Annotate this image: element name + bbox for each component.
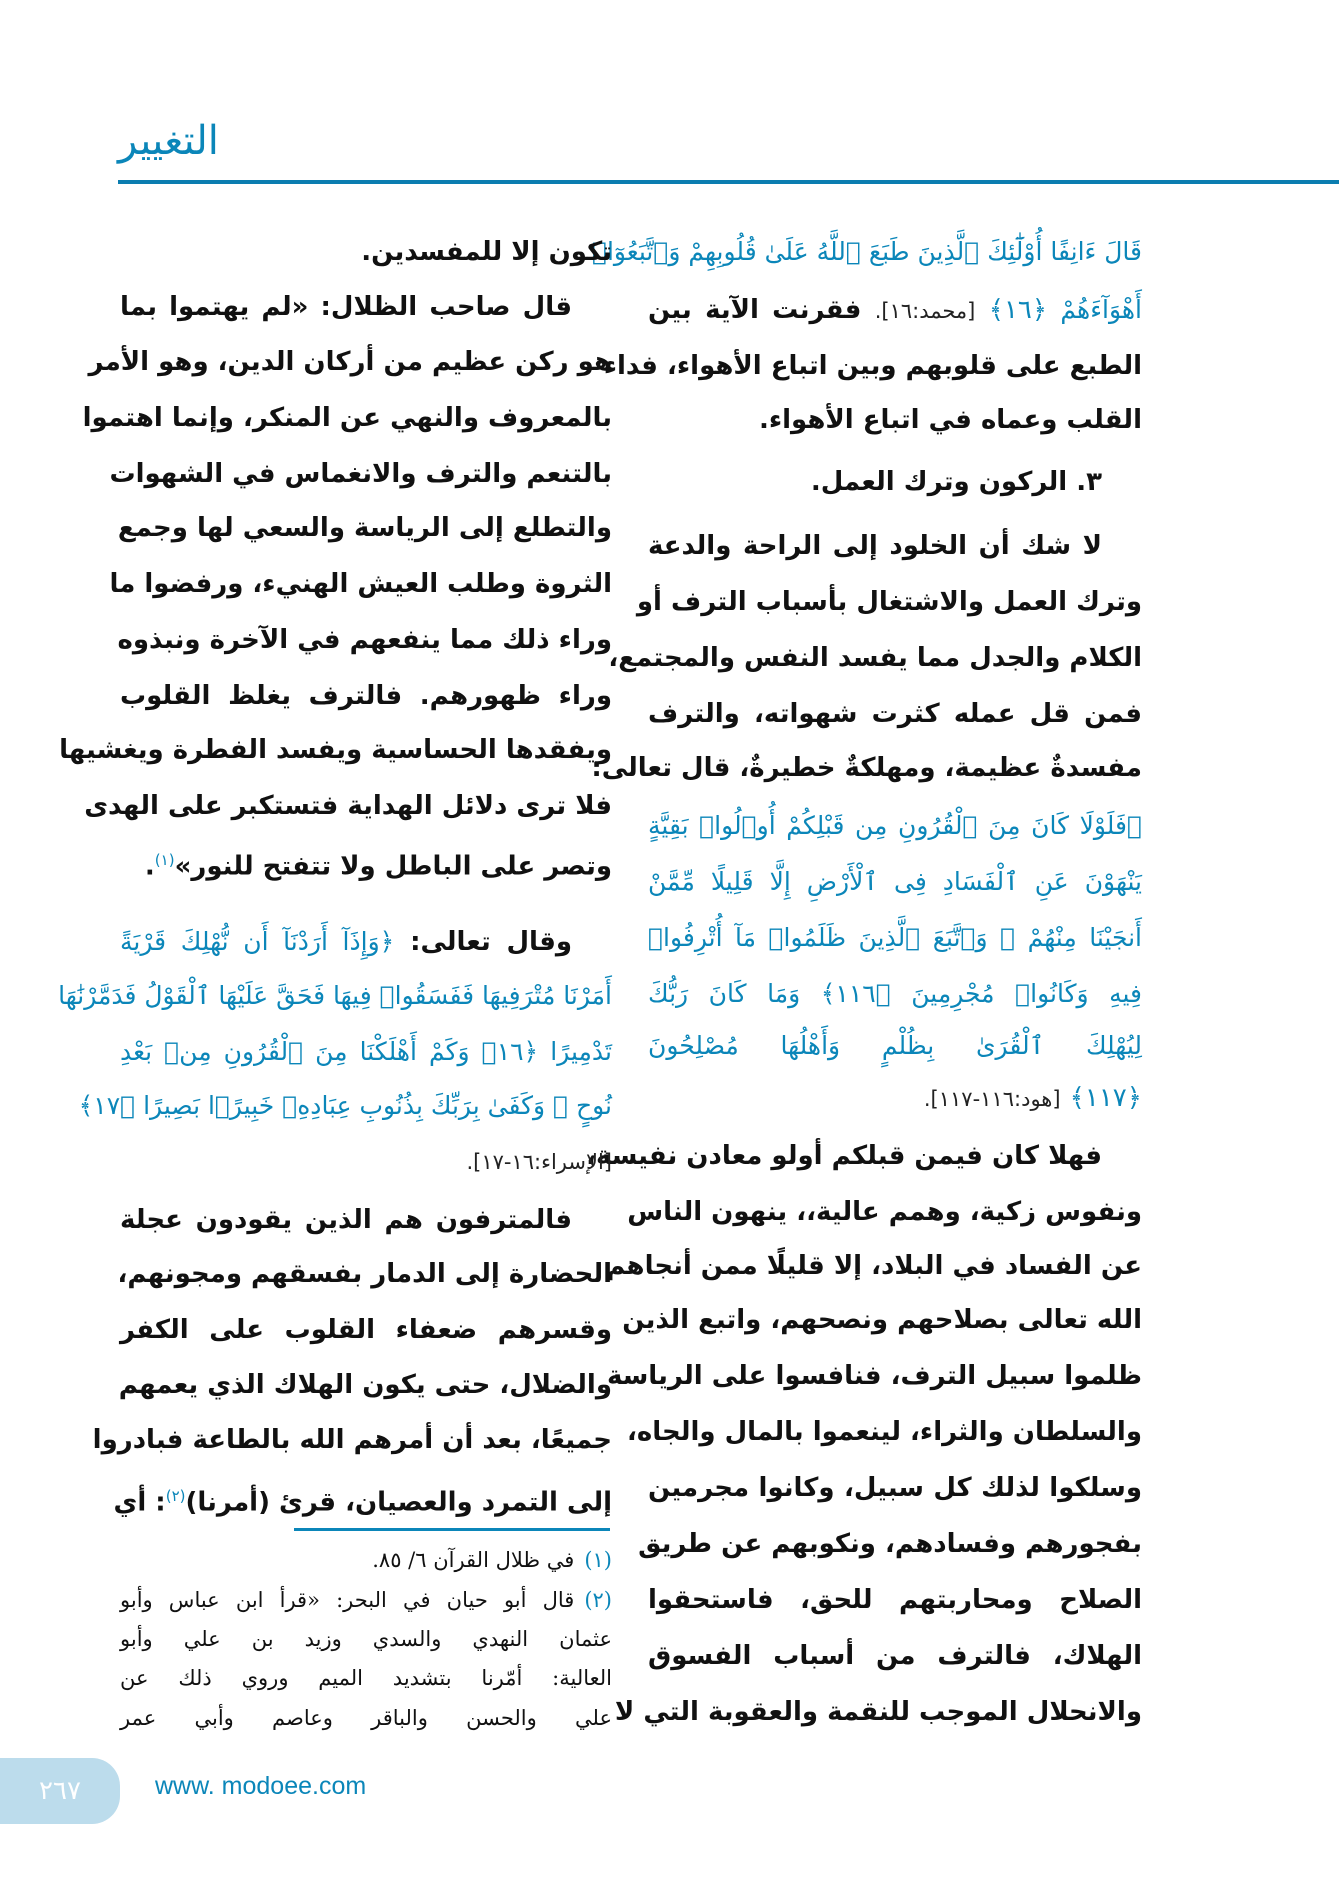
text-line: بفجورهم وفسادهم، ونكوبهم عن طريق [638, 1529, 1142, 1559]
text-line: لا شك أن الخلود إلى الراحة والدعة [648, 531, 1102, 561]
header-divider [118, 180, 1339, 184]
text-line: القلب وعماه في اتباع الأهواء. [758, 405, 1142, 435]
text: فقرنت الآية بين [648, 295, 862, 325]
text-line: الثروة وطلب العيش الهنيء، ورفضوا ما [109, 569, 612, 599]
text-line [120, 914, 612, 970]
ayah-marker: ﴿١٦﴾ [481, 1037, 539, 1066]
footnote [120, 1540, 612, 1580]
quran-verse-line: أَمَرْنَا مُتْرَفِيهَا فَفَسَقُوا۟ فِيهَا فَحَقَّ عَلَيْهَا ٱلْقَوْلُ فَدَمَّرْنَٰهَا [58, 981, 612, 1010]
quran-verse-line: لِيُهْلِكَ ٱلْقُرَىٰ بِظُلْمٍ وَأَهْلُهَا مُصْلِحُونَ [648, 1031, 1142, 1060]
text-line: والانحلال الموجب للنقمة والعقوبة التي لا [614, 1697, 1142, 1727]
footnote-text: في ظلال القرآن ٦/ ٨٥. [372, 1548, 575, 1572]
text-line: بالمعروف والنهي عن المنكر، وإنما اهتموا [82, 403, 612, 433]
text-line: وقسرهم ضعفاء القلوب على الكفر [120, 1315, 612, 1345]
chapter-title: التغيير [118, 118, 219, 164]
text: إلى التمرد والعصيان، قرئ (أمرنا) [185, 1487, 612, 1518]
footnote-number: (١) [584, 1548, 612, 1572]
ayah-marker: ﴿١٦﴾ [988, 295, 1048, 325]
page-number: ٢٦٧ [0, 1758, 120, 1824]
text-line: الكلام والجدل مما يفسد النفس والمجتمع، [608, 643, 1142, 673]
text-line: فهلا كان فيمن قبلكم أولو معادن نفيسة، [586, 1141, 1102, 1171]
text-line: قال صاحب الظلال: «لم يهتموا بما [120, 292, 572, 322]
text-line: وراء ذلك مما ينفعهم في الآخرة ونبذوه [117, 625, 612, 655]
text-line: الطبع على قلوبهم وبين اتباع الأهواء، فداء [603, 351, 1142, 381]
quran-verse-line [648, 966, 1142, 1022]
quran-verse: فِيهِ وَكَانُوا۟ مُجْرِمِينَ [911, 979, 1142, 1008]
footnote-ref[interactable]: (١) [154, 851, 175, 869]
text: وتصر على الباطل ولا تتفتح للنور» [174, 851, 612, 882]
ayah-marker: ﴿١١٦﴾ [820, 979, 891, 1008]
text-line: ونفوس زكية، وهمم عالية،، ينهون الناس [627, 1197, 1142, 1227]
text-line: ويفقدها الحساسية ويفسد الفطرة ويغشيها [59, 735, 612, 765]
citation: [هود:١١٦-١١٧]. [923, 1087, 1061, 1111]
text-line: فلا ترى دلائل الهداية فتستكبر على الهدى [84, 791, 612, 821]
text-line: جميعًا، بعد أن أمرهم الله بالطاعة فبادروا [92, 1425, 612, 1455]
text-line: فمن قل عمله كثرت شهواته، والترف [648, 699, 1142, 729]
quran-verse-line [120, 1024, 612, 1080]
text-line [113, 1468, 612, 1524]
text-line: والضلال، حتى يكون الهلاك الذي يعمهم [118, 1370, 612, 1400]
citation: [محمد:١٦]. [874, 299, 976, 323]
footnote-number: (٢) [584, 1588, 612, 1612]
text-line: والتطلع إلى الرياسة والسعي لها وجمع [117, 513, 612, 543]
text-line: مفسدةٌ عظيمة، ومهلكةٌ خطيرةٌ، قال تعالى: [591, 753, 1142, 783]
text-line: الله تعالى بصلاحهم ونصحهم، واتبع الذين [622, 1305, 1142, 1335]
text-line: بالتنعم والترف والانغماس في الشهوات [109, 459, 612, 489]
footnote-line: علي والحسن والباقر وعاصم وأبي عمر [120, 1706, 612, 1730]
quran-verse: ﴿وَإِذَآ أَرَدْنَآ أَن نُّهْلِكَ قَرْيَةً [120, 927, 395, 956]
footnote-line: العالية: أمّرنا بتشديد الميم وروي ذلك عن [120, 1666, 612, 1690]
text-line: هو ركن عظيم من أركان الدين، وهو الأمر [88, 347, 612, 377]
quran-verse: أَهْوَآءَهُمْ [1060, 295, 1142, 324]
quran-verse: تَدْمِيرًا [550, 1037, 613, 1066]
quran-verse-line: قَالَ ءَانِفًا أُوْلَٰٓئِكَ ٱلَّذِينَ طَبَعَ ٱللَّهُ عَلَىٰ قُلُوبِهِمْ وَٱتَّبَعُوٓا۟ [591, 237, 1142, 266]
section-heading: ٣. الركون وترك العمل. [810, 467, 1102, 497]
text: . [144, 851, 155, 882]
ayah-marker: ﴿١٧﴾ [78, 1091, 136, 1120]
citation: [الإسراء:١٦-١٧]. [466, 1150, 612, 1174]
text-line: الصلاح ومحاربتهم للحق، فاستحقوا [648, 1585, 1142, 1615]
text-line [648, 1070, 1142, 1126]
footnote [120, 1580, 612, 1620]
text-line: ظلموا سبيل الترف، فنافسوا على الرياسة [606, 1361, 1142, 1391]
quran-verse-line: ﴿فَلَوْلَا كَانَ مِنَ ٱلْقُرُونِ مِن قَبْلِكُمْ أُو۟لُوا۟ بَقِيَّةٍ [648, 811, 1142, 840]
text-line: وسلكوا لذلك كل سبيل، وكانوا مجرمين [648, 1473, 1142, 1503]
quran-verse: وَمَا كَانَ رَبُّكَ [648, 979, 801, 1008]
text-line [120, 832, 612, 888]
text-line: وراء ظهورهم. فالترف يغلظ القلوب [120, 681, 612, 711]
footnote-ref[interactable]: (٢) [165, 1487, 186, 1505]
footnote-text: قال أبو حيان في البحر: «قرأ ابن عباس وأبو [120, 1588, 575, 1612]
footnote-divider [294, 1528, 610, 1531]
footnote-line: عثمان النهدي والسدي وزيد بن علي وأبو [120, 1627, 612, 1651]
text-line: تكون إلا للمفسدين. [361, 237, 612, 267]
quran-verse-line: يَنْهَوْنَ عَنِ ٱلْفَسَادِ فِى ٱلْأَرْضِ إِلَّا قَلِيلًا مِّمَّنْ [648, 867, 1142, 896]
text-line: فالمترفون هم الذين يقودون عجلة [120, 1205, 572, 1235]
text-line [648, 282, 1142, 338]
quran-verse-line: أَنجَيْنَا مِنْهُمْ ۗ وَٱتَّبَعَ ٱلَّذِينَ ظَلَمُوا۟ مَآ أُتْرِفُوا۟ [648, 923, 1142, 952]
text-line: الحضارة إلى الدمار بفسقهم ومجونهم، [117, 1259, 612, 1289]
quran-verse: نُوحٍ ۗ وَكَفَىٰ بِرَبِّكَ بِذُنُوبِ عِبَادِهِۦ خَبِيرًۢا بَصِيرًا [143, 1091, 612, 1120]
text-line: وترك العمل والاشتغال بأسباب الترف أو [636, 587, 1142, 617]
text: : أي [113, 1487, 166, 1518]
quran-verse: وَكَمْ أَهْلَكْنَا مِنَ ٱلْقُرُونِ مِنۢ بَعْدِ [120, 1037, 470, 1066]
text-line: عن الفساد في البلاد، إلا قليلًا ممن أنجاهم [606, 1251, 1142, 1281]
website-link[interactable]: www. modoee.com [155, 1772, 367, 1800]
text-line: والسلطان والثراء، لينعموا بالمال والجاه، [626, 1417, 1142, 1447]
ayah-marker: ﴿١١٧﴾ [1069, 1083, 1142, 1113]
quran-verse-line [78, 1078, 612, 1134]
text: وقال تعالى: [410, 927, 573, 957]
text-line: الهلاك، فالترف من أسباب الفسوق [648, 1641, 1142, 1671]
